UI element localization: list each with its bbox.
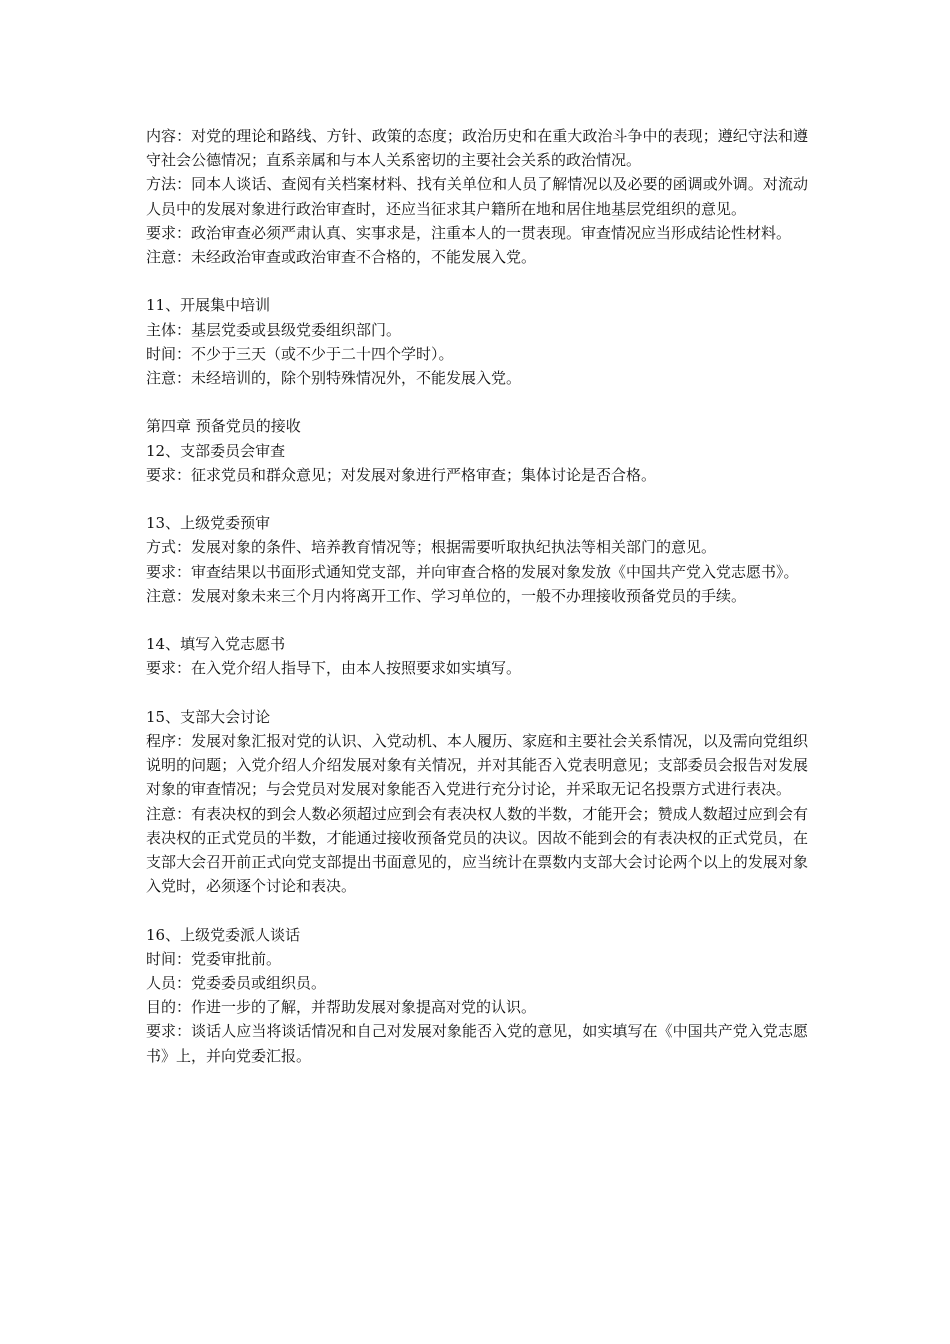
- body-paragraph: 注意：未经培训的，除个别特殊情况外，不能发展入党。: [146, 369, 522, 388]
- blank-line: [146, 487, 808, 511]
- body-paragraph: 要求：在入党介绍人指导下，由本人按照要求如实填写。: [146, 659, 522, 678]
- blank-line: [146, 390, 808, 414]
- body-paragraph: 注意：未经政治审查或政治审查不合格的，不能发展入党。: [146, 248, 537, 267]
- body-paragraph: 方式：发展对象的条件、培养教育情况等；根据需要听取执纪执法等相关部门的意见。: [146, 538, 717, 557]
- body-paragraph: 主体：基层党委或县级党委组织部门。: [146, 320, 402, 339]
- section-heading: 15、支部大会讨论: [146, 707, 271, 726]
- document-body: [146, 124, 808, 1068]
- blank-line: [146, 269, 808, 293]
- body-paragraph: 时间：党委审批前。: [146, 949, 282, 968]
- body-paragraph: 方法：同本人谈话、查阅有关档案材料、找有关单位和人员了解情况以及必要的函调或外调。对流动人员中的发展对象进行政治审查时，还应当征求其户籍所在地和居住地基层党组织的意见。: [146, 175, 808, 218]
- body-paragraph: 要求：谈话人应当将谈话情况和自己对发展对象能否入党的意见，如实填写在《中国共产党入党志愿书》上，并向党委汇报。: [146, 1022, 808, 1065]
- body-paragraph: 要求：征求党员和群众意见；对发展对象进行严格审查；集体讨论是否合格。: [146, 465, 657, 484]
- body-paragraph: 要求：审查结果以书面形式通知党支部，并向审查合格的发展对象发放《中国共产党入党志愿书》。: [146, 562, 799, 581]
- section-heading: 14、填写入党志愿书: [146, 635, 286, 654]
- body-paragraph: 注意：发展对象未来三个月内将离开工作、学习单位的，一般不办理接收预备党员的手续。: [146, 586, 747, 605]
- body-paragraph: 目的：作进一步的了解，并帮助发展对象提高对党的认识。: [146, 998, 537, 1017]
- body-paragraph: 人员：党委委员或组织员。: [146, 974, 327, 993]
- body-paragraph: 要求：政治审查必须严肃认真、实事求是，注重本人的一贯表现。审查情况应当形成结论性材料。: [146, 223, 792, 242]
- section-heading: 11、开展集中培训: [146, 296, 271, 315]
- body-paragraph: 时间：不少于三天（或不少于二十四个学时）。: [146, 344, 454, 363]
- body-paragraph: 程序：发展对象汇报对党的认识、入党动机、本人履历、家庭和主要社会关系情况，以及需向党组织说明的问题；入党介绍人介绍发展对象有关情况，并对其能否入党表明意见；支部委员会报告对发展对象的审查情况；与会党员对发展对象能否入党进行充分讨论，并采取无记名投票方式进行表决。: [146, 732, 808, 799]
- blank-line: [146, 681, 808, 705]
- chapter-heading: 第四章 预备党员的接收: [146, 417, 301, 436]
- blank-line: [146, 608, 808, 632]
- section-heading: 16、上级党委派人谈话: [146, 925, 301, 944]
- body-paragraph: 注意：有表决权的到会人数必须超过应到会有表决权人数的半数，才能开会；赞成人数超过应到会有表决权的正式党员的半数，才能通过接收预备党员的决议。因故不能到会的有表决权的正式党员，在支部大会召开前正式向党支部提出书面意见的，应当统计在票数内支部大会讨论两个以上的发展对象入党时，必须逐个讨论和表决。: [146, 804, 808, 896]
- body-paragraph: 内容：对党的理论和路线、方针、政策的态度；政治历史和在重大政治斗争中的表现；遵纪守法和遵守社会公德情况；直系亲属和与本人关系密切的主要社会关系的政治情况。: [146, 127, 808, 170]
- blank-line: [146, 898, 808, 922]
- section-heading: 13、上级党委预审: [146, 514, 271, 533]
- section-heading: 12、支部委员会审查: [146, 441, 286, 460]
